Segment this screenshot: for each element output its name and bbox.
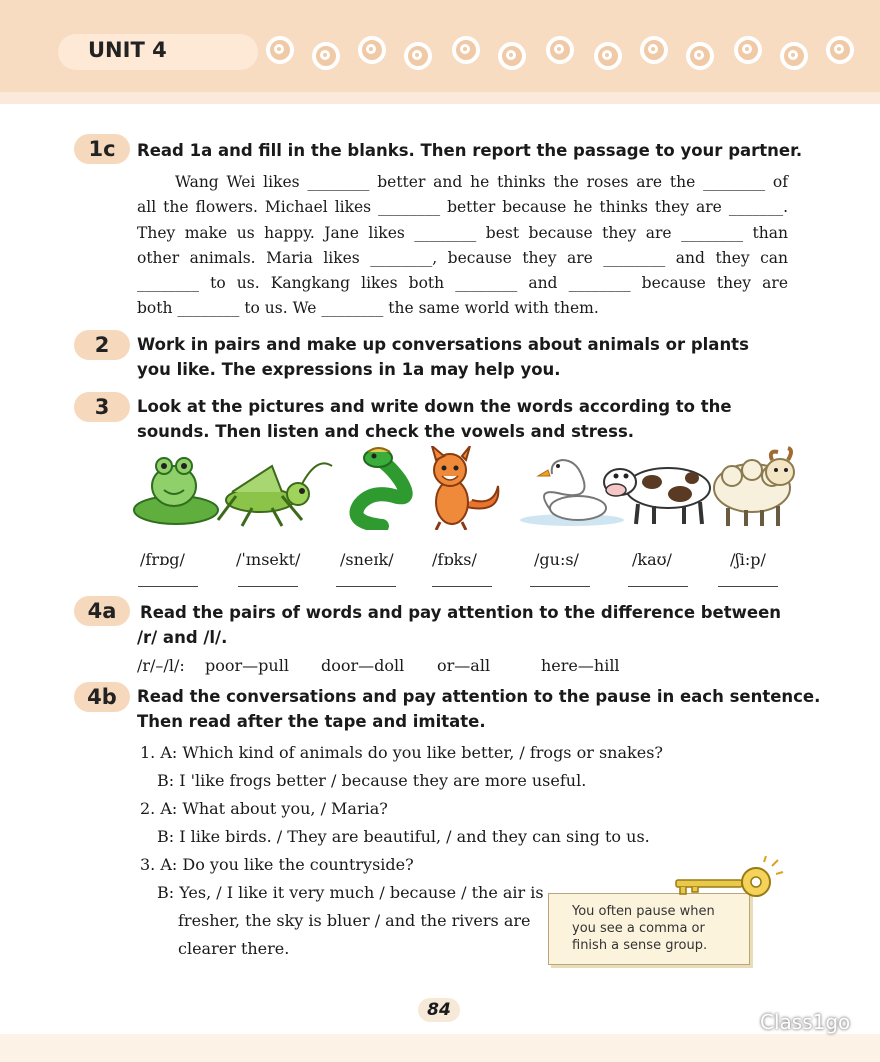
phonetic-goose: /gu:s/	[534, 550, 579, 569]
grasshopper-icon	[218, 463, 332, 526]
footer-band	[0, 1034, 880, 1062]
conversation-line: clearer there.	[178, 939, 290, 958]
answer-blank[interactable]	[336, 586, 396, 587]
instruction-4b-line1: Read the conversations and pay attention to the pause in each sentence.	[137, 687, 821, 706]
tip-line: finish a sense group.	[572, 938, 708, 953]
passage-line: They make us happy. Jane likes ________ best because they are ________ than	[137, 223, 788, 242]
instruction-4a-line2: /r/ and /l/.	[137, 628, 228, 647]
section-label-3: 3	[74, 392, 130, 422]
ring-decoration	[734, 36, 762, 64]
passage-line: all the flowers. Michael likes ________ better because he thinks they are _______.	[137, 198, 788, 217]
tip-line: You often pause when	[572, 904, 715, 919]
ring-decoration	[266, 36, 294, 64]
cow-icon	[604, 468, 710, 524]
conversation-line: 1. A: Which kind of animals do you like better, / frogs or snakes?	[140, 743, 663, 762]
conversation-line: 3. A: Do you like the countryside?	[140, 855, 414, 874]
passage-1c	[137, 170, 788, 322]
tip-line: you see a comma or	[572, 921, 705, 936]
answer-blank[interactable]	[718, 586, 778, 587]
word-pair: or—all	[437, 656, 491, 675]
ring-decoration	[404, 42, 432, 70]
ring-decoration	[826, 36, 854, 64]
conversation-line: B: I like birds. / They are beautiful, / and they can sing to us.	[157, 827, 650, 846]
section-label-4b: 4b	[74, 682, 130, 712]
answer-blank[interactable]	[238, 586, 298, 587]
instruction-4b-line2: Then read after the tape and imitate.	[137, 712, 486, 731]
instruction-4a-line1: Read the pairs of words and pay attention to the difference between	[140, 603, 782, 622]
passage-line: other animals. Maria likes ________, because they are ________ and they can	[137, 248, 788, 267]
phonetic-fox: /fɒks/	[432, 550, 477, 569]
instruction-3-line2: sounds. Then listen and check the vowels and stress.	[137, 422, 635, 441]
phonetic-sheep: /ʃi:p/	[730, 550, 766, 569]
answer-blank[interactable]	[628, 586, 688, 587]
ring-decoration	[546, 36, 574, 64]
unit-title: UNIT 4	[88, 38, 167, 62]
pairs-prefix: /r/–/l/:	[137, 656, 185, 675]
section-label-2: 2	[74, 330, 130, 360]
ring-decoration	[498, 42, 526, 70]
passage-line: ________ to us. Kangkang likes both ________ and ________ because they are	[137, 274, 788, 293]
conversation-line: B: Yes, / I like it very much / because / the air is	[157, 883, 544, 902]
phonetic-snake: /sneɪk/	[340, 550, 394, 569]
ring-decoration	[594, 42, 622, 70]
fox-icon	[432, 446, 498, 530]
animal-pictures	[132, 446, 802, 530]
instruction-2-line1: Work in pairs and make up conversations about animals or plants	[137, 335, 749, 354]
phonetic-insect: /ˈɪnsekt/	[236, 550, 301, 569]
passage-line: Wang Wei likes ________ better and he thinks the roses are the ________ of	[175, 173, 788, 191]
ring-decoration	[452, 36, 480, 64]
section-label-4a: 4a	[74, 596, 130, 626]
instruction-1c: Read 1a and fill in the blanks. Then report the passage to your partner.	[137, 141, 803, 160]
phonetic-cow: /kaʊ/	[632, 550, 672, 569]
conversation-line: 2. A: What about you, / Maria?	[140, 799, 388, 818]
section-label-1c: 1c	[74, 134, 130, 164]
ring-decoration	[780, 42, 808, 70]
sheep-icon	[714, 448, 794, 526]
conversation-line: fresher, the sky is bluer / and the rivers are	[178, 911, 531, 930]
answer-blank[interactable]	[530, 586, 590, 587]
answer-blank[interactable]	[432, 586, 492, 587]
word-pair: poor—pull	[205, 656, 289, 675]
phonetic-frog: /frɒg/	[140, 550, 185, 569]
passage-line: both ________ to us. We ________ the same world with them.	[137, 299, 599, 318]
snake-icon	[356, 448, 405, 526]
page-number: 84	[418, 998, 460, 1022]
ring-decoration	[358, 36, 386, 64]
word-pair: here—hill	[541, 656, 620, 675]
conversation-line: B: I 'like frogs better / because they are more useful.	[157, 771, 587, 790]
ring-decoration	[640, 36, 668, 64]
key-icon	[672, 856, 784, 900]
instruction-2-line2: you like. The expressions in 1a may help you.	[137, 360, 561, 379]
instruction-3-line1: Look at the pictures and write down the words according to the	[137, 397, 732, 416]
word-pair: door—doll	[321, 656, 405, 675]
frog-icon	[134, 458, 218, 524]
ring-decoration	[312, 42, 340, 70]
answer-blank[interactable]	[138, 586, 198, 587]
watermark: Class1go	[760, 1010, 851, 1034]
ring-decoration	[686, 42, 714, 70]
